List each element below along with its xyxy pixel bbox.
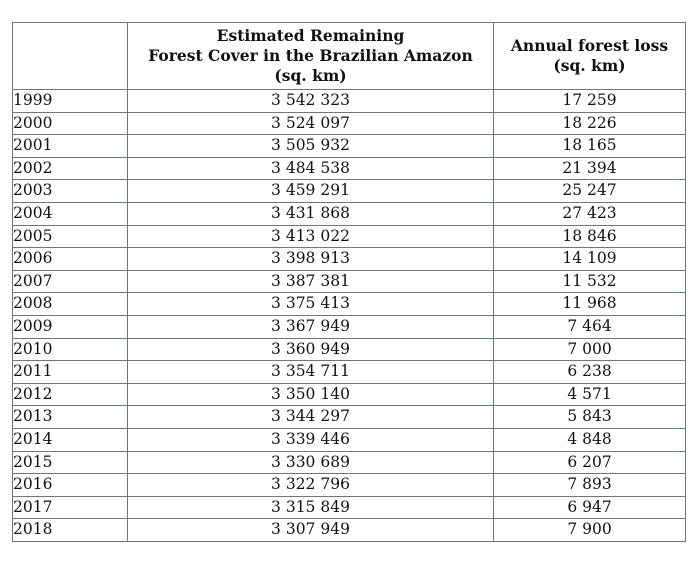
table-row (13, 270, 686, 293)
remaining-forest-cell: 3 413 022 (128, 225, 494, 248)
table-row (13, 428, 686, 451)
header-remaining-forest-cover (128, 23, 494, 90)
remaining-forest-cell: 3 315 849 (128, 496, 494, 519)
year-cell: 2000 (13, 112, 128, 135)
annual-loss-cell: 7 464 (494, 315, 686, 338)
remaining-forest-cell: 3 322 796 (128, 474, 494, 497)
year-cell: 2001 (13, 135, 128, 158)
table-row (13, 383, 686, 406)
year-cell: 2018 (13, 519, 128, 542)
year-cell: 2002 (13, 157, 128, 180)
header-line: Forest Cover in the Brazilian Amazon (148, 46, 473, 65)
annual-loss-cell: 17 259 (494, 90, 686, 113)
annual-loss-cell: 5 843 (494, 406, 686, 429)
remaining-forest-cell: 3 398 913 (128, 248, 494, 271)
year-cell: 2008 (13, 293, 128, 316)
annual-loss-cell: 18 165 (494, 135, 686, 158)
table-row (13, 293, 686, 316)
header-annual-forest-loss (494, 23, 686, 90)
annual-loss-cell: 25 247 (494, 180, 686, 203)
annual-loss-cell: 11 968 (494, 293, 686, 316)
remaining-forest-cell: 3 387 381 (128, 270, 494, 293)
table-row (13, 338, 686, 361)
table-row (13, 496, 686, 519)
annual-loss-cell: 18 846 (494, 225, 686, 248)
annual-loss-cell: 21 394 (494, 157, 686, 180)
year-cell: 2007 (13, 270, 128, 293)
table-row (13, 225, 686, 248)
forest-cover-table (12, 22, 686, 542)
table-row (13, 112, 686, 135)
year-cell: 2013 (13, 406, 128, 429)
remaining-forest-cell: 3 350 140 (128, 383, 494, 406)
table-row (13, 474, 686, 497)
table-row (13, 157, 686, 180)
table-row (13, 519, 686, 542)
year-cell: 2016 (13, 474, 128, 497)
remaining-forest-cell: 3 354 711 (128, 361, 494, 384)
remaining-forest-cell: 3 330 689 (128, 451, 494, 474)
annual-loss-cell: 7 893 (494, 474, 686, 497)
annual-loss-cell: 4 848 (494, 428, 686, 451)
annual-loss-cell: 6 238 (494, 361, 686, 384)
year-cell: 2012 (13, 383, 128, 406)
year-cell: 2006 (13, 248, 128, 271)
annual-loss-cell: 6 947 (494, 496, 686, 519)
header-year (13, 23, 128, 90)
table-row (13, 315, 686, 338)
annual-loss-cell: 18 226 (494, 112, 686, 135)
remaining-forest-cell: 3 367 949 (128, 315, 494, 338)
remaining-forest-cell: 3 431 868 (128, 202, 494, 225)
remaining-forest-cell: 3 542 323 (128, 90, 494, 113)
year-cell: 2015 (13, 451, 128, 474)
annual-loss-cell: 6 207 (494, 451, 686, 474)
year-cell: 2017 (13, 496, 128, 519)
header-line: (sq. km) (553, 56, 626, 75)
table-row (13, 451, 686, 474)
table-row (13, 406, 686, 429)
table-header (13, 23, 686, 90)
year-cell: 2010 (13, 338, 128, 361)
year-cell: 2003 (13, 180, 128, 203)
year-cell: 2005 (13, 225, 128, 248)
remaining-forest-cell: 3 505 932 (128, 135, 494, 158)
remaining-forest-cell: 3 484 538 (128, 157, 494, 180)
annual-loss-cell: 4 571 (494, 383, 686, 406)
header-row (13, 23, 686, 90)
table-row (13, 135, 686, 158)
table-row (13, 202, 686, 225)
remaining-forest-cell: 3 375 413 (128, 293, 494, 316)
annual-loss-cell: 27 423 (494, 202, 686, 225)
header-line: Annual forest loss (510, 36, 669, 55)
remaining-forest-cell: 3 339 446 (128, 428, 494, 451)
annual-loss-cell: 14 109 (494, 248, 686, 271)
annual-loss-cell: 11 532 (494, 270, 686, 293)
remaining-forest-cell: 3 344 297 (128, 406, 494, 429)
remaining-forest-cell: 3 360 949 (128, 338, 494, 361)
remaining-forest-cell: 3 307 949 (128, 519, 494, 542)
annual-loss-cell: 7 000 (494, 338, 686, 361)
table-row (13, 248, 686, 271)
remaining-forest-cell: 3 524 097 (128, 112, 494, 135)
year-cell: 2011 (13, 361, 128, 384)
header-line: (sq. km) (274, 66, 347, 85)
year-cell: 1999 (13, 90, 128, 113)
remaining-forest-cell: 3 459 291 (128, 180, 494, 203)
year-cell: 2004 (13, 202, 128, 225)
header-line: Estimated Remaining (216, 26, 405, 45)
table-body (13, 90, 686, 542)
annual-loss-cell: 7 900 (494, 519, 686, 542)
table-row (13, 180, 686, 203)
table-row (13, 361, 686, 384)
table-row (13, 90, 686, 113)
year-cell: 2014 (13, 428, 128, 451)
year-cell: 2009 (13, 315, 128, 338)
